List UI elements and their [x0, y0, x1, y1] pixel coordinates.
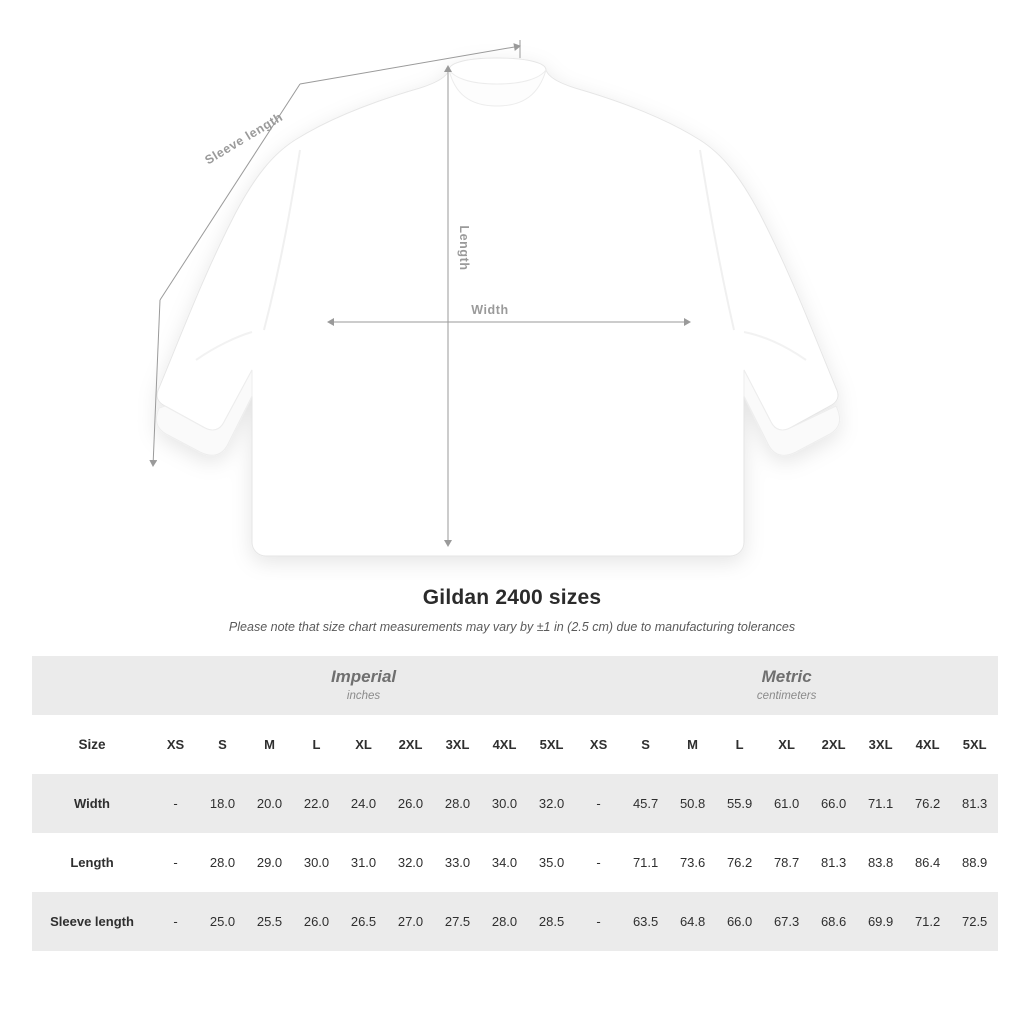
- cell-sleeve-imperial-4xl: 28.0: [481, 892, 528, 951]
- cell-sleeve-metric-s: 63.5: [622, 892, 669, 951]
- cell-sleeve-metric-4xl: 71.2: [904, 892, 951, 951]
- cell-length-imperial-4xl: 34.0: [481, 833, 528, 892]
- cell-width-metric-xl: 61.0: [763, 774, 810, 833]
- cell-width-metric-3xl: 71.1: [857, 774, 904, 833]
- cell-width-metric-xs: -: [575, 774, 622, 833]
- cell-sleeve-metric-l: 66.0: [716, 892, 763, 951]
- page-title: Gildan 2400 sizes: [422, 586, 602, 609]
- unit-cell-metric: [575, 656, 998, 715]
- cell-width-imperial-xs: -: [152, 774, 199, 833]
- header-size-metric-m: M: [669, 715, 716, 774]
- label-length: Length: [457, 225, 471, 271]
- cell-width-imperial-l: 22.0: [293, 774, 340, 833]
- cell-sleeve-imperial-m: 25.5: [246, 892, 293, 951]
- header-size-metric-s: S: [622, 715, 669, 774]
- size-table-wrap: [32, 656, 992, 951]
- header-size-imperial-2xl: 2XL: [387, 715, 434, 774]
- cell-length-metric-4xl: 86.4: [904, 833, 951, 892]
- unit-header-row: [32, 656, 998, 715]
- unit-name-imperial: Imperial: [330, 667, 397, 687]
- unit-cell-imperial: [152, 656, 575, 715]
- header-size-imperial-5xl: 5XL: [528, 715, 575, 774]
- cell-length-metric-s: 71.1: [622, 833, 669, 892]
- cell-length-imperial-xl: 31.0: [340, 833, 387, 892]
- cell-sleeve-imperial-xl: 26.5: [340, 892, 387, 951]
- cell-width-imperial-3xl: 28.0: [434, 774, 481, 833]
- size-table: [32, 656, 998, 951]
- cell-width-imperial-xl: 24.0: [340, 774, 387, 833]
- header-size-metric-4xl: 4XL: [904, 715, 951, 774]
- cell-sleeve-imperial-l: 26.0: [293, 892, 340, 951]
- cell-sleeve-metric-5xl: 72.5: [951, 892, 998, 951]
- cell-width-imperial-5xl: 32.0: [528, 774, 575, 833]
- cell-width-metric-s: 45.7: [622, 774, 669, 833]
- cell-sleeve-imperial-2xl: 27.0: [387, 892, 434, 951]
- cell-length-metric-l: 76.2: [716, 833, 763, 892]
- cell-width-metric-m: 50.8: [669, 774, 716, 833]
- cell-length-metric-2xl: 81.3: [810, 833, 857, 892]
- cell-sleeve-imperial-3xl: 27.5: [434, 892, 481, 951]
- table-row: [32, 892, 998, 951]
- cell-width-metric-2xl: 66.0: [810, 774, 857, 833]
- header-size-metric-5xl: 5XL: [951, 715, 998, 774]
- cell-width-imperial-m: 20.0: [246, 774, 293, 833]
- cell-width-metric-l: 55.9: [716, 774, 763, 833]
- row-label-width: Width: [32, 774, 152, 833]
- header-size-metric-l: L: [716, 715, 763, 774]
- header-size-label: Size: [32, 715, 152, 774]
- cell-sleeve-metric-2xl: 68.6: [810, 892, 857, 951]
- cell-sleeve-metric-xl: 67.3: [763, 892, 810, 951]
- label-sleeve-length: Sleeve length: [202, 109, 286, 168]
- unit-sub-imperial: inches: [346, 689, 381, 702]
- header-size-imperial-l: L: [293, 715, 340, 774]
- size-header-row: [32, 715, 998, 774]
- cell-length-imperial-3xl: 33.0: [434, 833, 481, 892]
- cell-length-metric-5xl: 88.9: [951, 833, 998, 892]
- row-label-sleeve-length: Sleeve length: [32, 892, 152, 951]
- header-size-metric-xl: XL: [763, 715, 810, 774]
- cell-sleeve-metric-xs: -: [575, 892, 622, 951]
- label-width: Width: [471, 303, 509, 317]
- cell-width-imperial-4xl: 30.0: [481, 774, 528, 833]
- header-size-imperial-4xl: 4XL: [481, 715, 528, 774]
- cell-length-metric-xl: 78.7: [763, 833, 810, 892]
- tolerance-note: Please note that size chart measurements may vary by ±1 in (2.5 cm) due to manufacturing tolerances: [228, 620, 796, 634]
- header-size-imperial-3xl: 3XL: [434, 715, 481, 774]
- row-label-length: Length: [32, 833, 152, 892]
- table-row: [32, 774, 998, 833]
- cell-width-metric-5xl: 81.3: [951, 774, 998, 833]
- header-size-imperial-m: M: [246, 715, 293, 774]
- header-size-metric-3xl: 3XL: [857, 715, 904, 774]
- unit-corner-cell: [32, 656, 152, 715]
- unit-name-metric: Metric: [761, 667, 812, 687]
- unit-sub-metric: centimeters: [756, 689, 817, 702]
- cell-width-imperial-s: 18.0: [199, 774, 246, 833]
- header-size-imperial-xl: XL: [340, 715, 387, 774]
- cell-length-metric-m: 73.6: [669, 833, 716, 892]
- cell-width-metric-4xl: 76.2: [904, 774, 951, 833]
- cell-sleeve-metric-m: 64.8: [669, 892, 716, 951]
- cell-length-imperial-s: 28.0: [199, 833, 246, 892]
- table-row: [32, 833, 998, 892]
- cell-sleeve-imperial-5xl: 28.5: [528, 892, 575, 951]
- cell-length-imperial-m: 29.0: [246, 833, 293, 892]
- cell-length-imperial-2xl: 32.0: [387, 833, 434, 892]
- cell-sleeve-imperial-s: 25.0: [199, 892, 246, 951]
- cell-sleeve-imperial-xs: -: [152, 892, 199, 951]
- cell-width-imperial-2xl: 26.0: [387, 774, 434, 833]
- header-size-metric-xs: XS: [575, 715, 622, 774]
- header-size-imperial-xs: XS: [152, 715, 199, 774]
- title-block: [0, 586, 1024, 634]
- cell-length-imperial-xs: -: [152, 833, 199, 892]
- cell-length-metric-3xl: 83.8: [857, 833, 904, 892]
- cell-sleeve-metric-3xl: 69.9: [857, 892, 904, 951]
- cell-length-metric-xs: -: [575, 833, 622, 892]
- header-size-imperial-s: S: [199, 715, 246, 774]
- cell-length-imperial-l: 30.0: [293, 833, 340, 892]
- cell-length-imperial-5xl: 35.0: [528, 833, 575, 892]
- header-size-metric-2xl: 2XL: [810, 715, 857, 774]
